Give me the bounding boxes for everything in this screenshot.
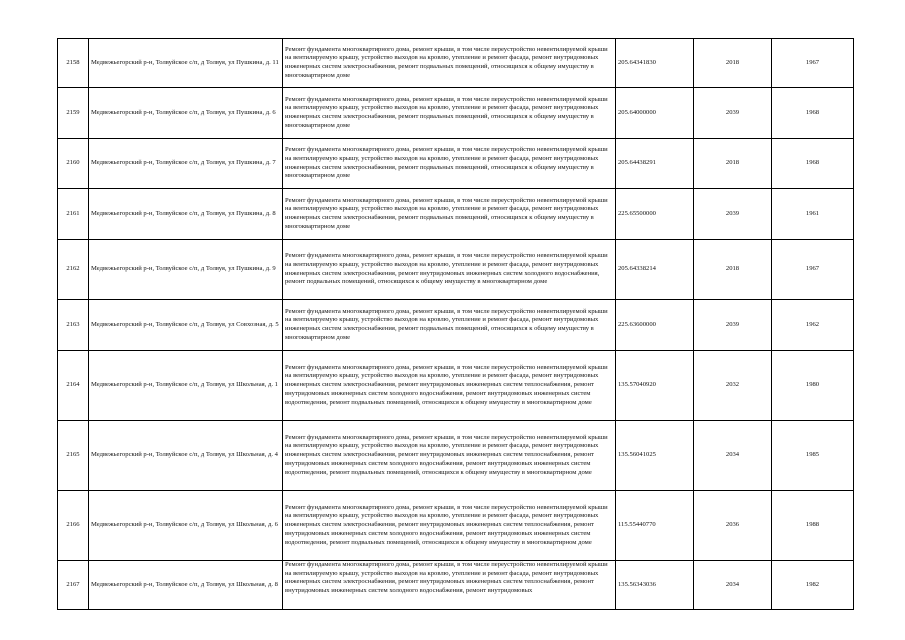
planned-year: 2034	[694, 421, 772, 491]
build-year: 1961	[772, 189, 854, 240]
row-number: 2162	[58, 240, 89, 300]
row-number: 2161	[58, 189, 89, 240]
repair-works: Ремонт фундамента многоквартирного дома, ремонт крыши, в том числе переустройство невентилируемой крыши на вентилируемую крышу, устройство выходов на кровлю, утепление и ремонт фасада, ремонт внутридомовых инженерных систем электроснабжения, ремонт внутридомовых инженерных систем теплоснабжения, ремонт внутридомовых инженерных систем холодного водоснабжения, ремонт внутридомовых инженерных систем водоотведения, ремонт подвальных помещений, относящихся к общему имуществу в многоквартирном доме	[283, 421, 616, 491]
repair-works: Ремонт фундамента многоквартирного дома, ремонт крыши, в том числе переустройство невентилируемой крыши на вентилируемую крышу, устройство выходов на кровлю, утепление и ремонт фасада, ремонт внутридомовых инженерных систем электроснабжения, ремонт подвальных помещений, относящихся к общему имуществу в многоквартирном доме	[283, 139, 616, 189]
row-number: 2160	[58, 139, 89, 189]
build-year: 1988	[772, 491, 854, 561]
cost-value: 205.64338214	[616, 240, 694, 300]
cost-value: 225.63600000	[616, 300, 694, 351]
repair-works: Ремонт фундамента многоквартирного дома, ремонт крыши, в том числе переустройство невентилируемой крыши на вентилируемую крышу, устройство выходов на кровлю, утепление и ремонт фасада, ремонт внутридомовых инженерных систем электроснабжения, ремонт внутридомовых инженерных систем теплоснабжения, ремонт внутридомовых инженерных систем холодного водоснабжения, ремонт внутридомовых инженерных систем водоотведения, ремонт подвальных помещений, относящихся к общему имуществу в многоквартирном доме	[283, 491, 616, 561]
repair-works: Ремонт фундамента многоквартирного дома, ремонт крыши, в том числе переустройство невентилируемой крыши на вентилируемую крышу, устройство выходов на кровлю, утепление и ремонт фасада, ремонт внутридомовых инженерных систем электроснабжения, ремонт внутридомовых инженерных систем теплоснабжения, ремонт внутридомовых инженерных систем холодного водоснабжения, ремонт внутридомовых инженерных систем водоотведения, ремонт подвальных помещений, относящихся к общему имуществу в многоквартирном доме	[283, 351, 616, 421]
cost-value: 205.64341830	[616, 39, 694, 88]
planned-year: 2018	[694, 240, 772, 300]
house-address: Медвежьегорский р-н, Толвуйское с/п, д Толвуя, ул Пушкина, д. 6	[89, 88, 283, 139]
table-row	[58, 39, 854, 88]
row-number: 2163	[58, 300, 89, 351]
build-year: 1962	[772, 300, 854, 351]
table-row	[58, 561, 854, 610]
repair-works: Ремонт фундамента многоквартирного дома, ремонт крыши, в том числе переустройство невентилируемой крыши на вентилируемую крышу, устройство выходов на кровлю, утепление и ремонт фасада, ремонт внутридомовых инженерных систем электроснабжения, ремонт подвальных помещений, относящихся к общему имуществу в многоквартирном доме	[283, 39, 616, 88]
planned-year: 2039	[694, 189, 772, 240]
build-year: 1967	[772, 39, 854, 88]
cost-value: 135.56041025	[616, 421, 694, 491]
table-row	[58, 139, 854, 189]
table-row	[58, 491, 854, 561]
table-row	[58, 421, 854, 491]
cost-value: 205.64438291	[616, 139, 694, 189]
planned-year: 2036	[694, 491, 772, 561]
row-number: 2159	[58, 88, 89, 139]
planned-year: 2032	[694, 351, 772, 421]
build-year: 1982	[772, 561, 854, 610]
row-number: 2167	[58, 561, 89, 610]
house-address: Медвежьегорский р-н, Толвуйское с/п, д Толвуя, ул Школьная, д. 4	[89, 421, 283, 491]
planned-year: 2018	[694, 39, 772, 88]
repair-works: Ремонт фундамента многоквартирного дома, ремонт крыши, в том числе переустройство невентилируемой крыши на вентилируемую крышу, устройство выходов на кровлю, утепление и ремонт фасада, ремонт внутридомовых инженерных систем электроснабжения, ремонт внутридомовых инженерных систем холодного водоснабжения, ремонт подвальных помещений, относящихся к общему имуществу в многоквартирном доме	[283, 240, 616, 300]
build-year: 1985	[772, 421, 854, 491]
repair-works: Ремонт фундамента многоквартирного дома, ремонт крыши, в том числе переустройство невентилируемой крыши на вентилируемую крышу, устройство выходов на кровлю, утепление и ремонт фасада, ремонт внутридомовых инженерных систем электроснабжения, ремонт подвальных помещений, относящихся к общему имуществу в многоквартирном доме	[283, 88, 616, 139]
build-year: 1980	[772, 351, 854, 421]
row-number: 2158	[58, 39, 89, 88]
house-address: Медвежьегорский р-н, Толвуйское с/п, д Толвуя, ул Совхозная, д. 5	[89, 300, 283, 351]
row-number: 2166	[58, 491, 89, 561]
planned-year: 2039	[694, 300, 772, 351]
repair-works: Ремонт фундамента многоквартирного дома, ремонт крыши, в том числе переустройство невентилируемой крыши на вентилируемую крышу, устройство выходов на кровлю, утепление и ремонт фасада, ремонт внутридомовых инженерных систем электроснабжения, ремонт внутридомовых инженерных систем теплоснабжения, ремонт внутридомовых инженерных систем холодного водоснабжения, ремонт внутридомовых	[283, 561, 616, 610]
repair-works: Ремонт фундамента многоквартирного дома, ремонт крыши, в том числе переустройство невентилируемой крыши на вентилируемую крышу, устройство выходов на кровлю, утепление и ремонт фасада, ремонт внутридомовых инженерных систем электроснабжения, ремонт подвальных помещений, относящихся к общему имуществу в многоквартирном доме	[283, 300, 616, 351]
capital-repair-table	[57, 38, 854, 610]
planned-year: 2039	[694, 88, 772, 139]
house-address: Медвежьегорский р-н, Толвуйское с/п, д Толвуя, ул Школьная, д. 6	[89, 491, 283, 561]
cost-value: 135.57040920	[616, 351, 694, 421]
table-row	[58, 300, 854, 351]
house-address: Медвежьегорский р-н, Толвуйское с/п, д Толвуя, ул Пушкина, д. 7	[89, 139, 283, 189]
build-year: 1967	[772, 240, 854, 300]
house-address: Медвежьегорский р-н, Толвуйское с/п, д Толвуя, ул Школьная, д. 1	[89, 351, 283, 421]
repair-works: Ремонт фундамента многоквартирного дома, ремонт крыши, в том числе переустройство невентилируемой крыши на вентилируемую крышу, устройство выходов на кровлю, утепление и ремонт фасада, ремонт внутридомовых инженерных систем электроснабжения, ремонт подвальных помещений, относящихся к общему имуществу в многоквартирном доме	[283, 189, 616, 240]
cost-value: 135.56343036	[616, 561, 694, 610]
table-row	[58, 189, 854, 240]
build-year: 1968	[772, 139, 854, 189]
table-row	[58, 88, 854, 139]
table-row	[58, 351, 854, 421]
cost-value: 225.65500000	[616, 189, 694, 240]
house-address: Медвежьегорский р-н, Толвуйское с/п, д Толвуя, ул Пушкина, д. 8	[89, 189, 283, 240]
table-row	[58, 240, 854, 300]
house-address: Медвежьегорский р-н, Толвуйское с/п, д Толвуя, ул Школьная, д. 8	[89, 561, 283, 610]
cost-value: 115.55440770	[616, 491, 694, 561]
house-address: Медвежьегорский р-н, Толвуйское с/п, д Толвуя, ул Пушкина, д. 11	[89, 39, 283, 88]
row-number: 2165	[58, 421, 89, 491]
cost-value: 205.64000000	[616, 88, 694, 139]
planned-year: 2018	[694, 139, 772, 189]
planned-year: 2034	[694, 561, 772, 610]
build-year: 1968	[772, 88, 854, 139]
row-number: 2164	[58, 351, 89, 421]
house-address: Медвежьегорский р-н, Толвуйское с/п, д Толвуя, ул Пушкина, д. 9	[89, 240, 283, 300]
